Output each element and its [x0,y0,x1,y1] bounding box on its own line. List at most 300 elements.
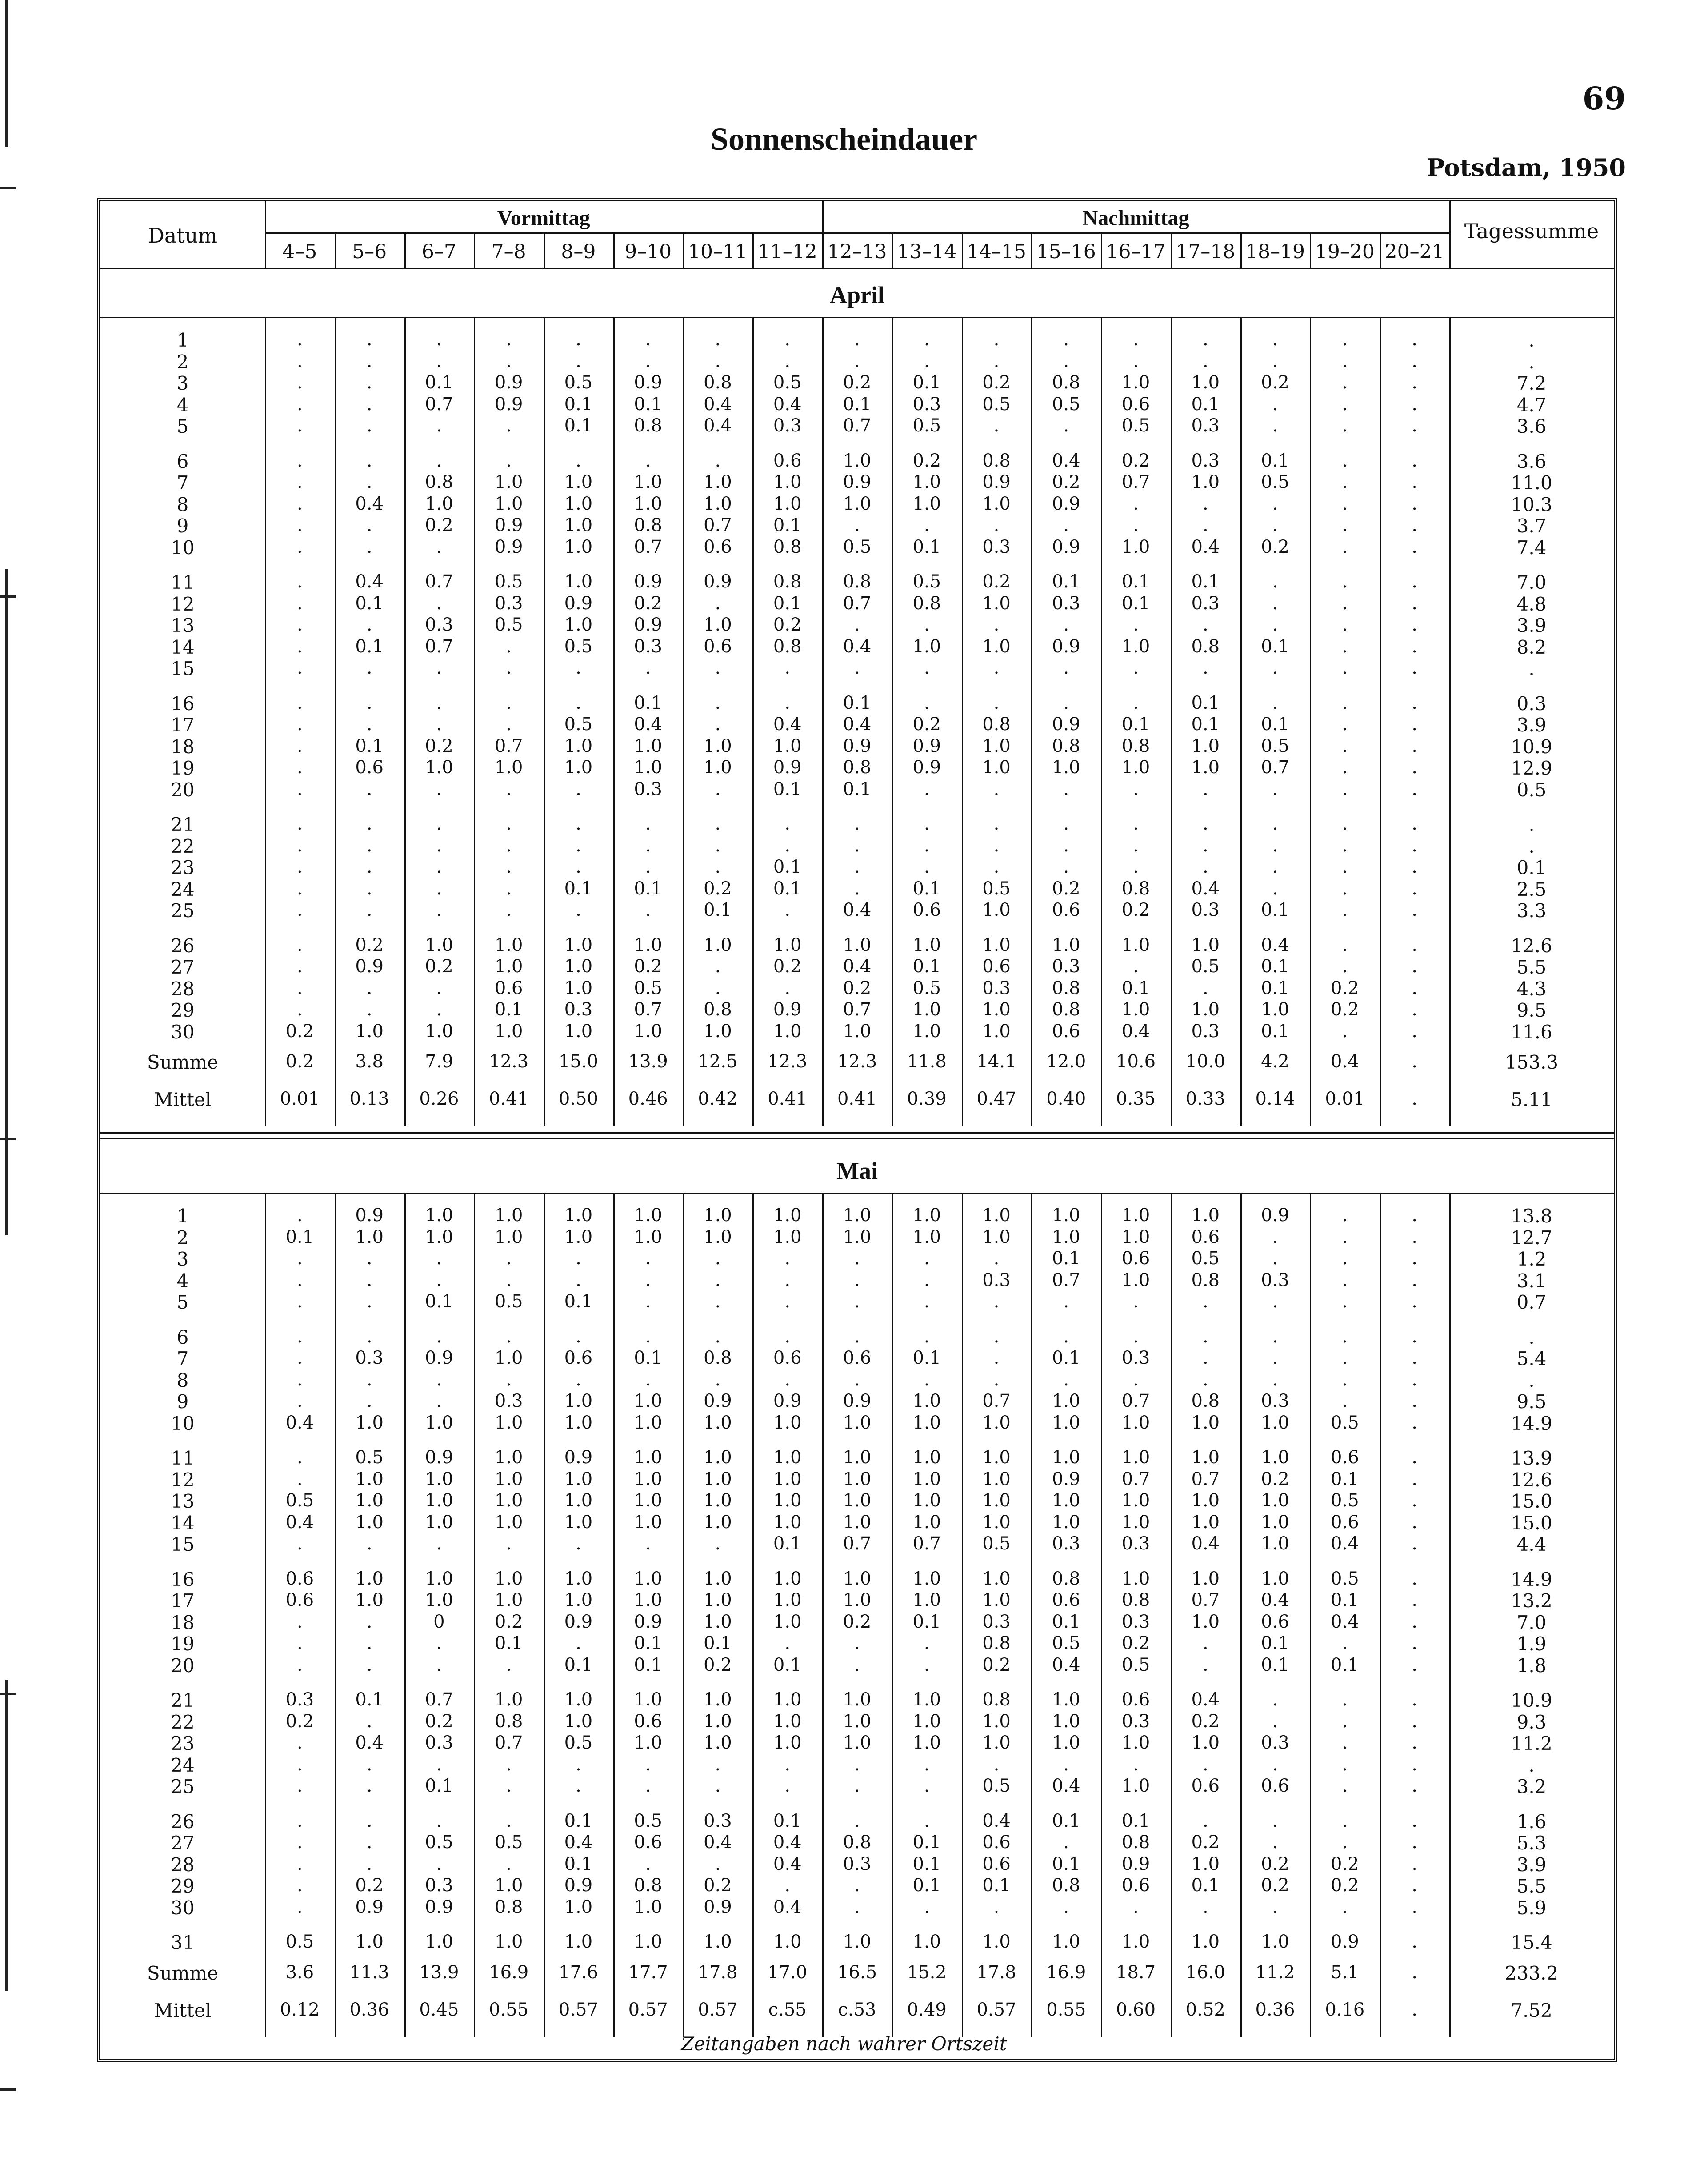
hour-value: 0.8 [1052,372,1080,393]
hour-value: 0.8 [704,999,732,1020]
hour-value: . [924,857,930,877]
hour-header-11-12: 11–12 [757,240,817,263]
summe-value: 12.3 [489,1051,529,1072]
hour-value: 1.0 [912,1590,941,1610]
mittel-value: 0.16 [1325,1999,1365,2020]
hour-value: 0.1 [355,1689,384,1710]
summe-value: 18.7 [1116,1962,1156,1983]
hour-value: . [1272,878,1278,899]
hour-value: . [1412,934,1417,955]
hour-value: . [1412,329,1417,350]
mittel-value: 0.41 [837,1089,877,1109]
hour-value: . [924,1369,930,1390]
hour-value: . [366,1326,372,1347]
hour-value: 0.5 [1052,394,1080,415]
hour-value: 0.4 [1052,1654,1080,1675]
hour-value: 0.7 [1052,1270,1080,1290]
hour-value: 1.0 [564,1689,593,1710]
hour-value: . [1412,1021,1417,1042]
hour-value: 0.4 [1191,536,1220,557]
hour-header-7-8: 7–8 [491,240,526,263]
hour-value: . [645,814,651,834]
column-rule [1240,232,1242,268]
hour-value: 0.2 [1331,999,1359,1020]
hour-value: . [1342,450,1348,471]
column-rule [752,1193,754,2037]
hour-value: 0.6 [1121,1875,1150,1896]
hour-value: . [297,999,303,1020]
hour-value: . [576,450,581,471]
daily-total: 3.6 [1516,450,1547,472]
hour-value: . [993,857,1000,877]
hour-value: . [924,1248,930,1269]
hour-value: 1.0 [1121,536,1150,557]
summe-value: 5.1 [1331,1962,1359,1983]
hour-value: . [645,329,651,350]
hour-value: . [1412,1590,1417,1610]
hour-value: . [1412,1205,1417,1226]
hour-value: . [1063,1369,1069,1390]
column-rule [1031,317,1032,1126]
hour-value: . [1272,779,1278,799]
hour-value: . [436,593,442,614]
hour-value: 0.2 [285,1711,314,1732]
hour-value: 0.8 [1121,735,1150,756]
hour-value: 1.0 [634,472,662,492]
hour-value: 0.3 [843,1853,872,1874]
daily-total: 4.4 [1516,1533,1547,1555]
hour-value: . [645,1776,651,1796]
mittel-value: 0.55 [1046,1999,1086,2020]
hour-value: 1.0 [494,956,523,977]
hour-value: 1.0 [1052,1391,1080,1411]
hour-value: . [1412,1512,1417,1533]
hour-value: . [1272,329,1278,350]
summe-value: . [1412,1962,1417,1983]
hour-value: 1.0 [704,493,732,514]
column-rule [683,317,684,1126]
hour-value: 0.1 [1121,593,1150,614]
hour-value: 0.3 [704,1810,732,1831]
hour-value: . [1412,1654,1417,1675]
hour-value: 0.4 [285,1512,314,1533]
hour-value: 0.7 [634,999,662,1020]
hour-value: 0.3 [982,536,1011,557]
hour-value: . [1063,329,1069,350]
hour-value: 0.1 [843,779,872,799]
column-rule [752,232,754,268]
summe-total: 153.3 [1504,1051,1559,1073]
hour-value: . [297,1832,303,1853]
hour-value: . [1342,1633,1348,1653]
hour-value: . [854,329,860,350]
hour-value: 0.3 [1121,1348,1150,1368]
hour-value: 1.0 [912,1412,941,1433]
hour-value: 0.8 [1191,1391,1220,1411]
page-number: 69 [1582,80,1626,117]
hour-value: 0.2 [704,1875,732,1896]
hour-value: 0.5 [843,536,872,557]
hour-value: 0.6 [982,1853,1011,1874]
hour-value: 0.2 [1261,536,1289,557]
column-rule [544,1193,545,2037]
hour-value: 0.6 [1331,1447,1359,1468]
hour-value: 0.9 [634,615,662,635]
hour-value: . [297,394,303,415]
hour-header-12-13: 12–13 [827,240,887,263]
hour-value: 0.8 [982,1689,1011,1710]
hour-value: . [993,415,1000,436]
hour-value: 0.9 [1121,1853,1150,1874]
hour-value: 0.9 [1331,1932,1359,1952]
mittel-value: 0.46 [628,1089,668,1109]
hour-value: . [506,450,512,471]
hour-value: 0.8 [773,636,802,657]
hour-value: 1.0 [912,1447,941,1468]
column-rule [474,232,475,268]
hour-value: 1.0 [425,1469,453,1489]
day-label: 5 [176,415,189,437]
section-title-april: April [829,282,884,308]
hour-value: 0.1 [1052,1810,1080,1831]
hour-value: . [1133,1326,1139,1347]
hour-value: 1.0 [494,934,523,955]
hour-value: . [1342,658,1348,678]
hour-value: 0.3 [1191,900,1220,920]
hour-value: 1.0 [773,1205,802,1226]
hour-value: . [1202,1654,1208,1675]
hour-value: 0.5 [773,372,802,393]
page-edge-tick [0,187,16,189]
hour-value: 1.0 [564,472,593,492]
hour-value: 1.0 [773,1469,802,1489]
summe-value: 15.2 [907,1962,947,1983]
hour-value: 0.9 [425,1348,453,1368]
hour-value: . [366,999,372,1020]
hour-header-17-18: 17–18 [1176,240,1236,263]
hour-value: 1.0 [912,1226,941,1247]
day-label: 13 [171,615,195,636]
hour-value: . [436,900,442,920]
summe-value: 15.0 [558,1051,598,1072]
daily-total: 14.9 [1511,1412,1552,1434]
hour-value: 1.0 [843,1469,872,1489]
hour-value: 1.0 [1191,999,1220,1020]
hour-header-18-19: 18–19 [1245,240,1305,263]
column-rule [1101,317,1102,1126]
datum-column-rule [265,317,266,1126]
hour-value: 1.0 [843,1932,872,1952]
hour-value: . [993,1291,1000,1312]
hour-value: 0.5 [564,372,593,393]
hour-value: . [297,658,303,678]
hour-value: . [366,1248,372,1269]
hour-value: 0.3 [1191,450,1220,471]
hour-value: 0.3 [1052,956,1080,977]
hour-value: . [645,857,651,877]
hour-value: . [715,779,721,799]
hour-value: . [1272,1226,1278,1247]
hour-value: 0.7 [843,999,872,1020]
day-label: 28 [171,978,195,1000]
daily-total: 3.1 [1516,1270,1547,1292]
hour-value: . [715,1853,721,1874]
hour-value: . [576,329,581,350]
day-label: 12 [171,1469,195,1491]
hour-value: 0.4 [982,1810,1011,1831]
hour-value: 0.1 [1261,900,1289,920]
hour-value: . [1202,658,1208,678]
hour-value: 0.3 [285,1689,314,1710]
hour-value: . [297,1205,303,1226]
hour-value: 0.6 [704,536,732,557]
day-label: 7 [176,472,189,494]
hour-value: 1.0 [425,1568,453,1589]
daily-total: 15.0 [1511,1512,1552,1534]
hour-value: 0.1 [1261,956,1289,977]
day-label: 11 [171,571,195,593]
hour-value: 0.1 [843,692,872,713]
hour-value: 1.0 [564,1490,593,1511]
hour-value: 0.3 [1121,1611,1150,1632]
hour-value: . [924,1654,930,1675]
hour-value: 0.8 [1052,1568,1080,1589]
hour-value: 1.0 [843,1490,872,1511]
hour-value: . [1342,415,1348,436]
hour-value: . [1133,814,1139,834]
hour-value: . [1412,956,1417,977]
hour-value: 1.0 [1052,934,1080,955]
hour-value: 0.8 [982,450,1011,471]
hour-value: . [576,1270,581,1290]
summe-total: 233.2 [1504,1962,1559,1984]
daily-total: . [1528,835,1535,857]
hour-value: 1.0 [912,1469,941,1489]
hour-value: 1.0 [773,934,802,955]
hour-value: . [576,1369,581,1390]
hour-value: . [645,1754,651,1775]
day-label: 27 [171,956,195,978]
daily-total: 13.9 [1511,1447,1552,1469]
section-title-mai: Mai [836,1158,878,1184]
hour-value: . [436,536,442,557]
hour-value: 1.0 [912,472,941,492]
hour-value: 0.4 [1331,1611,1359,1632]
hour-header-8-9: 8–9 [561,240,596,263]
daily-total: 1.8 [1516,1654,1547,1677]
hour-value: 0.4 [704,394,732,415]
hour-value: 1.0 [704,1590,732,1610]
hour-value: 1.0 [1191,735,1220,756]
hour-value: 0.8 [1052,978,1080,998]
hour-value: . [715,1369,721,1390]
daily-total: 11.0 [1511,472,1552,494]
hour-value: 1.0 [355,1512,384,1533]
daily-total: 10.9 [1511,1689,1552,1711]
hour-value: . [366,1369,372,1390]
daily-total: 3.7 [1516,515,1547,537]
mittel-value: 0.36 [349,1999,389,2020]
hour-value: . [1412,493,1417,514]
hour-value: . [297,1533,303,1554]
hour-value: 0.3 [982,978,1011,998]
column-rule [1380,317,1381,1126]
hour-value: . [1202,615,1208,635]
hour-value: 0.5 [1191,1248,1220,1269]
hour-value: 1.0 [1191,1932,1220,1952]
hour-value: 0.5 [982,394,1011,415]
hour-value: 1.0 [704,1611,732,1632]
hour-value: 0.7 [425,394,453,415]
hour-value: 0.2 [1121,450,1150,471]
hour-value: 1.0 [564,536,593,557]
hour-value: 0.8 [634,515,662,535]
hour-value: 1.0 [704,1412,732,1433]
hour-value: . [576,351,581,371]
hour-value: 0.5 [494,1291,523,1312]
hour-value: 1.0 [773,1412,802,1433]
hour-value: 1.0 [982,593,1011,614]
hour-value: . [1342,1248,1348,1269]
hour-value: . [1342,1711,1348,1732]
hour-value: 0.1 [773,878,802,899]
hour-value: . [576,1533,581,1554]
hour-value: 0.9 [1052,714,1080,735]
hour-value: . [715,956,721,977]
daily-total: 4.3 [1516,978,1547,1000]
hour-value: . [1272,658,1278,678]
hour-value: . [1133,493,1139,514]
hour-value: 0.6 [285,1568,314,1589]
hour-value: . [297,1776,303,1796]
hour-value: . [924,835,930,856]
hour-value: . [366,814,372,834]
hour-value: 0.1 [564,1291,593,1312]
hour-value: . [1342,1832,1348,1853]
hour-value: 1.0 [355,1469,384,1489]
mittel-value: 0.57 [558,1999,598,2020]
hour-value: 1.0 [564,1412,593,1433]
hour-value: . [924,1326,930,1347]
hour-value: 1.0 [1191,757,1220,778]
hour-value: 1.0 [355,1021,384,1042]
column-rule [1310,1193,1311,2037]
hour-value: 0.1 [425,372,453,393]
daily-total: 12.7 [1511,1226,1552,1249]
hour-value: 1.0 [1052,1447,1080,1468]
hour-value: . [1202,1291,1208,1312]
hour-value: 0.9 [494,394,523,415]
hour-value: 0.9 [773,1391,802,1411]
hour-value: . [506,329,512,350]
hour-value: . [297,593,303,614]
hour-value: 0.8 [494,1711,523,1732]
day-label: 5 [176,1291,189,1313]
section-separator [100,1132,1614,1134]
hour-value: 0.9 [634,571,662,592]
hour-value: 0.9 [355,956,384,977]
hour-value: 1.0 [1261,1932,1289,1952]
hour-value: 1.0 [1052,1711,1080,1732]
day-label: 9 [176,1391,189,1413]
hour-value: 0.4 [1261,1590,1289,1610]
hour-value: 1.0 [1191,1611,1220,1632]
mittel-label: Mittel [154,1089,212,1110]
summe-value: 12.3 [837,1051,877,1072]
hour-value: . [506,835,512,856]
column-rule [335,317,336,1126]
mittel-value: 0.57 [628,1999,668,2020]
mittel-value: 0.41 [768,1089,808,1109]
daily-total: 8.2 [1516,636,1547,658]
hour-value: 0.9 [704,1897,732,1917]
hour-value: . [1133,779,1139,799]
column-rule [1310,232,1311,268]
hour-value: 1.0 [773,1932,802,1952]
hour-value: 1.0 [773,1689,802,1710]
daily-total: . [1528,329,1535,351]
hour-value: 0.9 [1052,1469,1080,1489]
hour-value: 1.0 [1261,1412,1289,1433]
hour-value: . [924,1897,930,1917]
daily-total: . [1528,1369,1535,1391]
hour-value: 0.4 [564,1832,593,1853]
hour-value: 1.0 [773,493,802,514]
hour-value: 0.9 [564,1611,593,1632]
hour-value: 0.9 [425,1447,453,1468]
hour-value: 1.0 [773,1512,802,1533]
hour-value: 0.8 [1191,1270,1220,1290]
hour-value: 1.0 [355,1590,384,1610]
total-column-rule [1449,317,1451,1126]
hour-value: . [1412,1633,1417,1653]
column-rule [544,317,545,1126]
day-label: 10 [171,1412,195,1434]
hour-value: 0.5 [1191,956,1220,977]
hour-value: . [924,692,930,713]
day-label: 6 [176,450,189,472]
hour-value: 0.6 [982,1832,1011,1853]
hour-value: 1.0 [1121,1205,1150,1226]
hour-value: 1.0 [564,1226,593,1247]
hour-value: 0.1 [634,1633,662,1653]
hour-value: . [1272,1326,1278,1347]
hour-value: 1.0 [355,1490,384,1511]
hour-value: 0.3 [982,1270,1011,1290]
hour-value: 0.2 [843,978,872,998]
hour-value: 0.1 [494,1633,523,1653]
hour-value: . [1342,835,1348,856]
hour-value: 0.4 [285,1412,314,1433]
hour-value: . [506,1654,512,1675]
hour-value: 1.0 [773,1590,802,1610]
hour-value: . [1342,934,1348,955]
hour-value: . [436,999,442,1020]
hour-value: 1.0 [773,1490,802,1511]
hour-value: . [1202,814,1208,834]
hour-value: . [1412,372,1417,393]
hour-value: . [366,900,372,920]
hour-value: . [854,1248,860,1269]
hour-value: 1.0 [1121,1776,1150,1796]
hour-value: 0.1 [634,878,662,899]
hour-value: 1.0 [1191,472,1220,492]
sunshine-table [97,198,1617,2062]
hour-value: 1.0 [1052,757,1080,778]
section-rule [100,317,1614,318]
hour-value: 1.0 [1052,1733,1080,1753]
hour-value: 1.0 [704,735,732,756]
